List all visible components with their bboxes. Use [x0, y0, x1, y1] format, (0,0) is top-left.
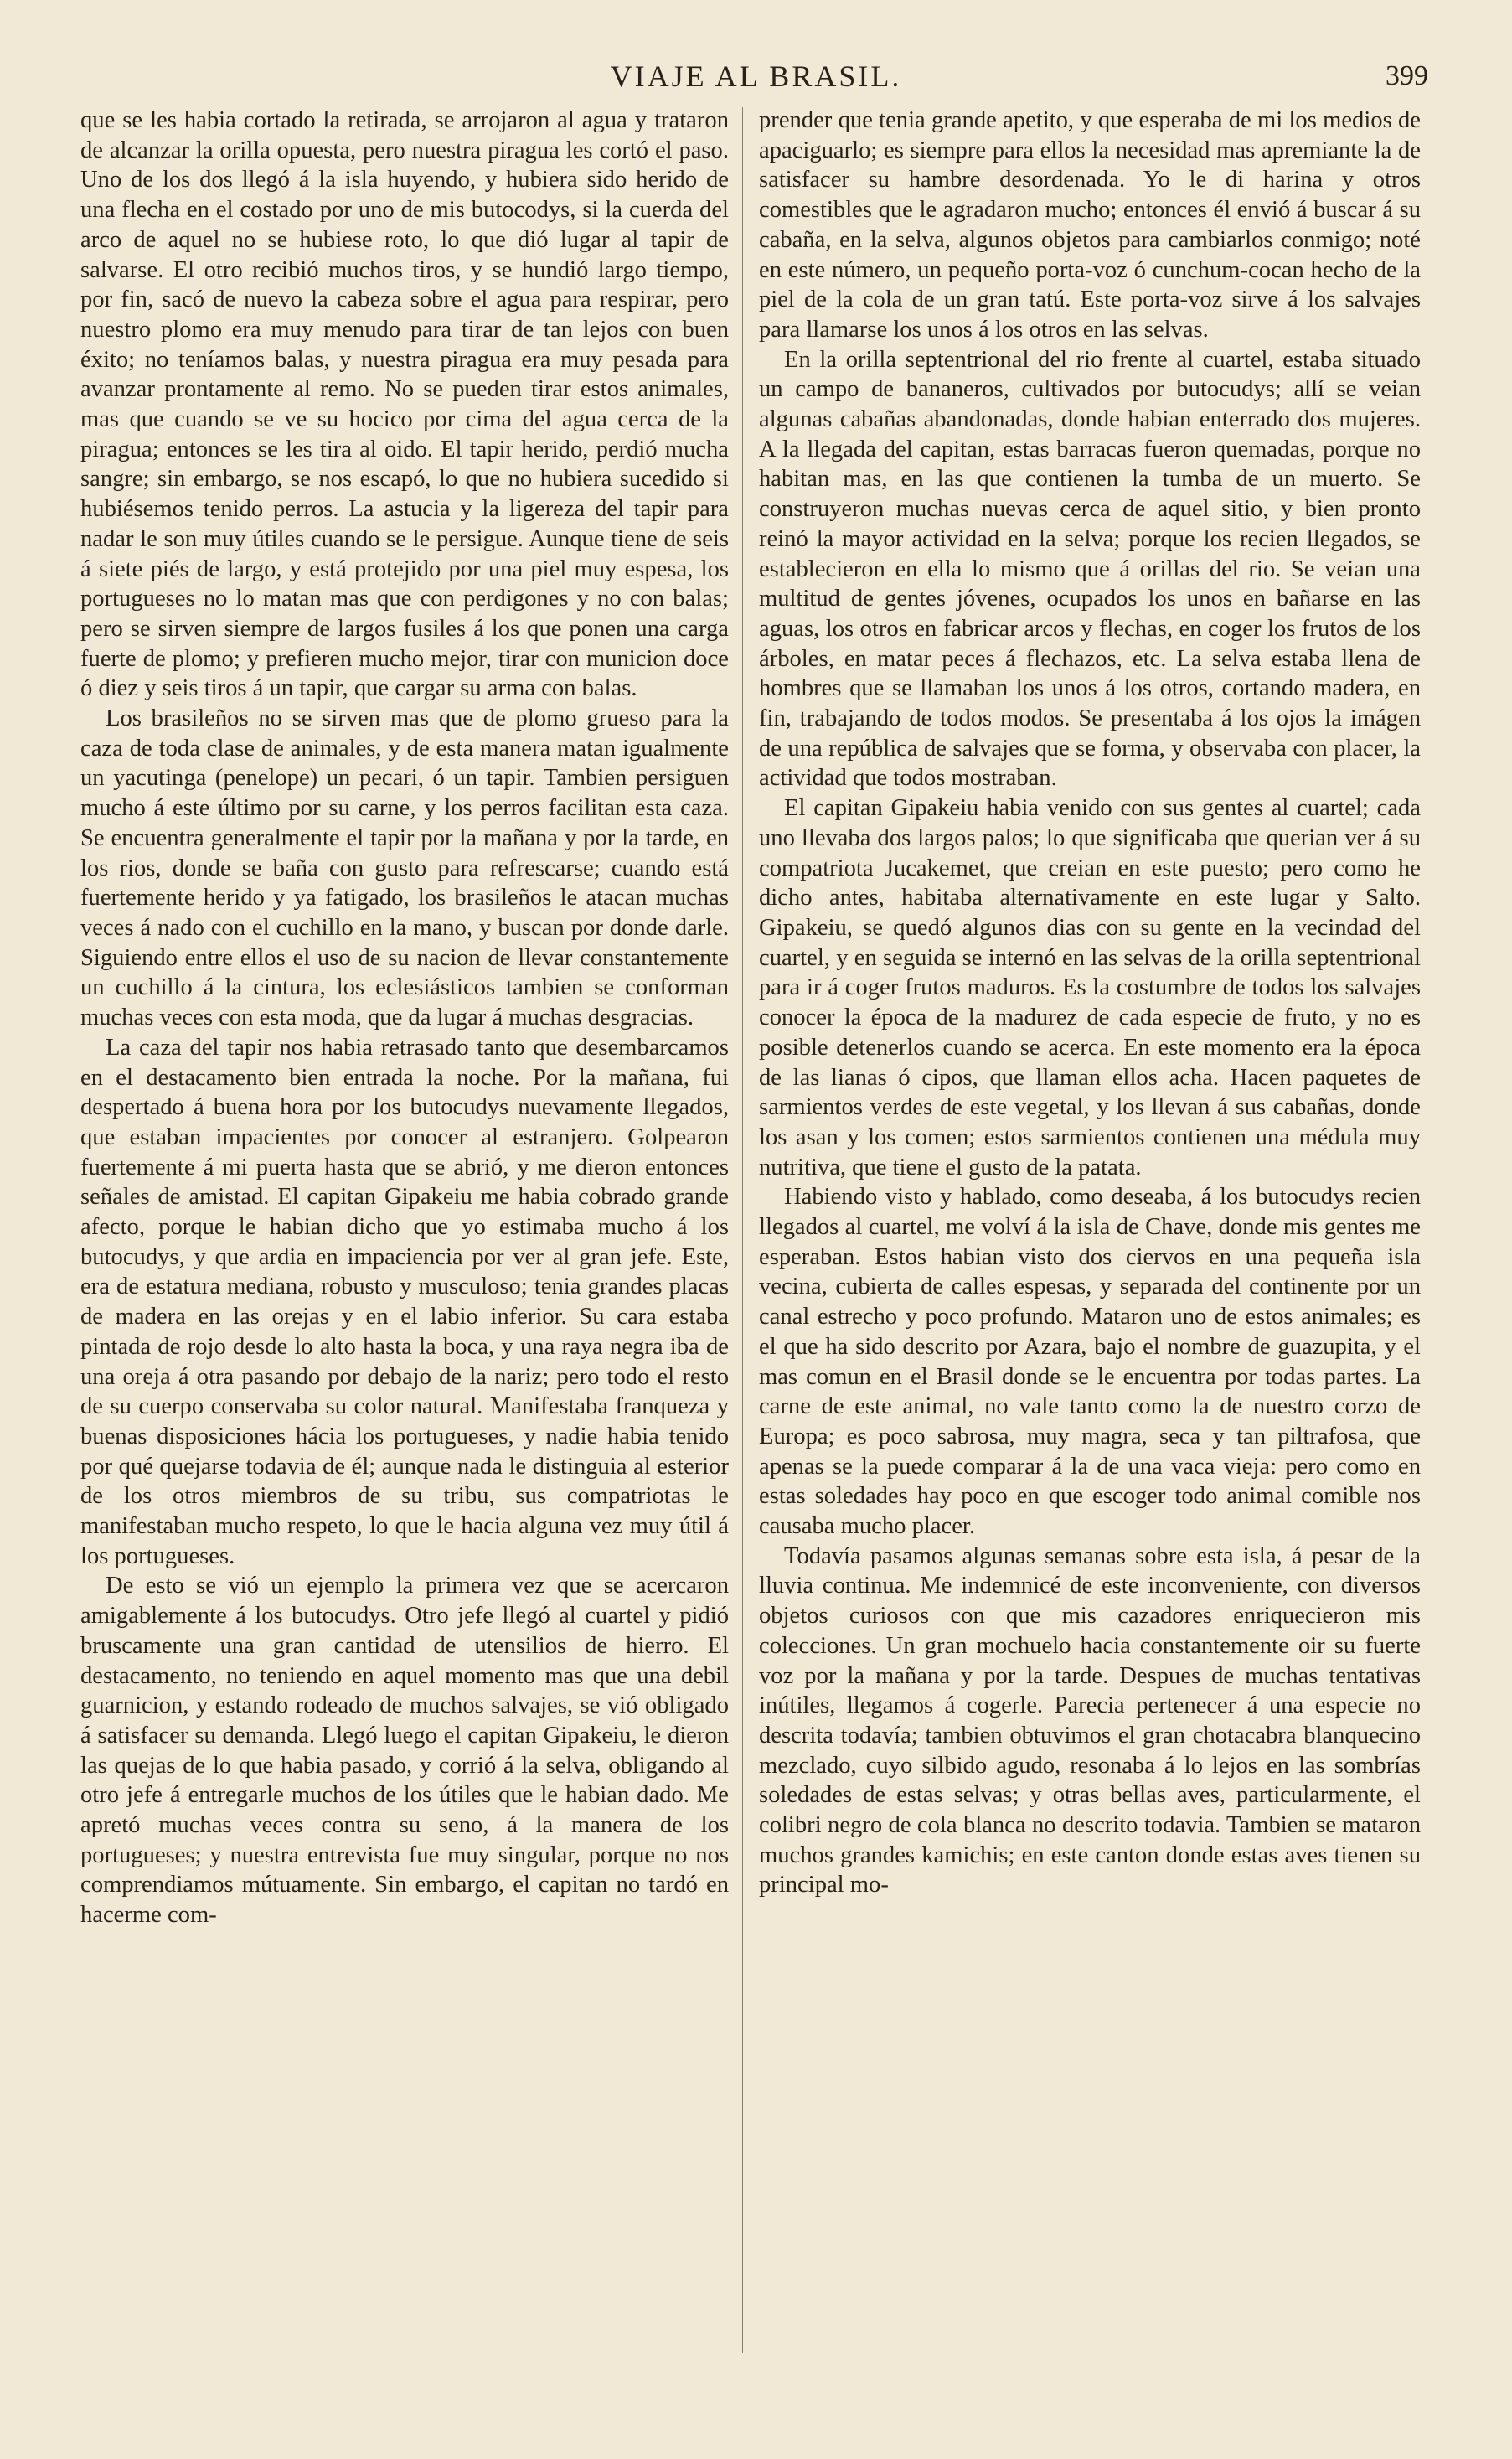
paragraph: El capitan Gipakeiu habia venido con sus gentes al cuartel; cada uno llevaba dos largos palos; lo que significaba que querian ver á su compatriota Jucakemet, que creian en este puesto; pero como he dicho antes, habitaba alternativamente en este lugar y Salto. Gipakeiu, se quedó algunos dias con su gente en la vecindad del cuartel, y en seguida se internó en las selvas de la orilla septentrional para ir á coger frutos maduros. Es la costumbre de todos los salvajes conocer la época de la madurez de cada especie de fruto, y no es posible detenerlos cuando se acerca. En este momento era la época de las lianas ó cipos, que llaman ellos acha. Hacen paquetes de sarmientos verdes de este vegetal, y los llevan á sus cabañas, donde los asan y los comen; estos sarmientos contienen una médula muy nutritiva, que tiene el gusto de la patata.	[759, 795, 1421, 1180]
paragraph: prender que tenia grande apetito, y que esperaba de mi los medios de apaciguarlo; es siempre para ellos la necesidad mas apremiante la de satisfacer su hambre desordenada. Yo le di harina y otros comestibles que le agradaron mucho; entonces él envió á buscar á su cabaña, en la selva, algunos objetos para cambiarlos conmigo; noté en este número, un pequeño porta-voz ó cunchum-cocan hecho de la piel de la cola de un gran tatú. Este porta-voz sirve á los salvajes para llamarse los unos á los otros en las selvas.	[759, 107, 1421, 343]
paragraph: En la orilla septentrional del rio frente al cuartel, estaba situado un campo de bananeros, cultivados por butocudys; allí se veian algunas cabañas abandonadas, donde habian enterrado dos mujeres. A la llegada del capitan, estas barracas fueron quemadas, porque no habitan mas, en las que contienen la tumba de un muerto. Se construyeron muchas nuevas cerca de aquel sitio, y bien pronto reinó la mayor actividad en la selva; porque los recien llegados, se establecieron en ella lo mismo que á orillas del rio. Se veian una multitud de gentes jóvenes, ocupados los unos en bañarse en las aguas, los otros en fabricar arcos y flechas, en coger los frutos de los árboles, en matar peces á flechazos, etc. La selva estaba llena de hombres que se llamaban los unos á los otros, cortando madera, en fin, trabajando de todos modos. Se presentaba á los ojos la imágen de una república de salvajes que se forma, y observaba con placer, la actividad que todos mostraban.	[759, 346, 1421, 792]
paragraph: Todavía pasamos algunas semanas sobre esta isla, á pesar de la lluvia continua. Me indemnicé de este inconveniente, con diversos objetos curiosos con que mis cazadores enriquecieron mis colecciones. Un gran mochuelo hacia constantemente oir su fuerte voz por la mañana y por la tarde. Despues de muchas tentativas inútiles, llegamos á cogerle. Parecia pertenecer á una especie no descrita todavía; tambien obtuvimos el gran chotacabra blanquecino mezclado, cuyo silbido agudo, resonaba á lo lejos en las sombrías soledades de estas selvas; y otras bellas aves, particularmente, el colibri negro de cola blanca no descrito todavia. Tambien se mataron muchos grandes kamichis; en este canton donde estas aves tienen su principal mo-	[759, 1542, 1421, 1898]
page-header	[0, 59, 1512, 101]
left-column	[80, 106, 729, 1930]
running-title: VIAJE AL BRASIL.	[610, 59, 902, 93]
page-number: 399	[1386, 60, 1428, 91]
paragraph: La caza del tapir nos habia retrasado tanto que desembarcamos en el destacamento bien entrada la noche. Por la mañana, fui despertado á buena hora por los butocudys nuevamente llegados, que estaban impacientes por conocer al estranjero. Golpearon fuertemente á mi puerta hasta que se abrió, y me dieron entonces señales de amistad. El capitan Gipakeiu me habia cobrado grande afecto, porque le habian dicho que yo estimaba mucho á los butocudys, y que ardia en impaciencia por ver al gran jefe. Este, era de estatura mediana, robusto y musculoso; tenia grandes placas de madera en las orejas y en el labio inferior. Su cara estaba pintada de rojo desde lo alto hasta la boca, y una raya negra iba de una oreja á otra pasando por debajo de la nariz; pero todo el resto de su cuerpo conservaba su color natural. Manifestaba franqueza y buenas disposiciones hácia los portugueses, y nadie habia tenido por qué quejarse todavia de él; aunque nada le distinguia al esterior de los otros miembros de su tribu, sus compatriotas le manifestaban mucho respeto, lo que le hacia alguna vez muy útil á los portugueses.	[80, 1034, 729, 1569]
paragraph: Habiendo visto y hablado, como deseaba, á los butocudys recien llegados al cuartel, me volví á la isla de Chave, donde mis gentes me esperaban. Estos habian visto dos ciervos en una pequeña isla vecina, cubierta de calles espesas, y separada del continente por un canal estrecho y poco profundo. Mataron uno de estos animales; es el que ha sido descrito por Azara, bajo el nombre de guazupita, y el mas comun en el Brasil donde se le encuentra por todas partes. La carne de este animal, no vale tanto como la de nuestro corzo de Europa; es poco sabrosa, muy magra, seca y tan piltrafosa, que apenas se la puede comparar á la de una vaca vieja: pero como en estas soledades hay poco en que escoger todo animal comible nos causaba mucho placer.	[759, 1184, 1421, 1540]
paragraph: Los brasileños no se sirven mas que de plomo grueso para la caza de toda clase de animales, y de esta manera matan igualmente un yacutinga (penelope) un pecari, ó un tapir. Tambien persiguen mucho á este último por su carne, y los perros facilitan esta caza. Se encuentra generalmente el tapir por la mañana y por la tarde, en los rios, donde se baña con gusto para refrescarse; cuando está fuertemente herido y ya fatigado, los brasileños le atacan muchas veces á nado con el cuchillo en la mano, y buscan por donde darle. Siguiendo entre ellos el uso de su nacion de llevar constantemente un cuchillo á la cintura, los eclesiásticos tambien se conforman muchas veces con esta moda, que da lugar á muchas desgracias.	[80, 705, 729, 1031]
paragraph: De esto se vió un ejemplo la primera vez que se acercaron amigablemente á los butocudys. Otro jefe llegó al cuartel y pidió bruscamente una gran cantidad de utensilios de hierro. El destacamento, no teniendo en aquel momento mas que una debil guarnicion, y estando rodeado de muchos salvajes, se vió obligado á satisfacer su demanda. Llegó luego el capitan Gipakeiu, le dieron las quejas de lo que habia pasado, y corrió á la selva, obligando al otro jefe á entregarle muchos de los útiles que le habian dado. Me apretó muchas veces contra su seno, á la manera de los portugueses; y nuestra entrevista fue muy singular, porque no nos comprendiamos mútuamente. Sin embargo, el capitan no tardó en hacerme com-	[80, 1573, 729, 1929]
column-divider	[742, 107, 743, 2353]
paragraph: que se les habia cortado la retirada, se arrojaron al agua y trataron de alcanzar la orilla opuesta, pero nuestra piragua les cortó el paso. Uno de los dos llegó á la isla huyendo, y hubiera sido herido de una flecha en el costado por uno de mis butocodys, si la cuerda del arco de aquel no se hubiese roto, lo que dió lugar al tapir de salvarse. El otro recibió muchos tiros, y se hundió largo tiempo, por fin, sacó de nuevo la cabeza sobre el agua para respirar, pero nuestro plomo era muy menudo para tirar de tan lejos con buen éxito; no teníamos balas, y nuestra piragua era muy pesada para avanzar prontamente al remo. No se pueden tirar estos animales, mas que cuando se ve su hocico por cima del agua cerca de la piragua; entonces se les tira al oido. El tapir herido, perdió mucha sangre; sin embargo, se nos escapó, lo que no hubiera sucedido si hubiésemos tenido perros. La astucia y la ligereza del tapir para nadar le son muy útiles cuando se le persigue. Aunque tiene de seis á siete piés de largo, y está protejido por una piel muy espesa, los portugueses no lo matan mas que con perdigones y no con balas; pero se sirven siempre de largos fusiles á los que ponen una carga fuerte de plomo; y prefieren mucho mejor, tirar con municion doce ó diez y seis tiros á un tapir, que cargar su arma con balas.	[80, 107, 729, 702]
right-column	[759, 106, 1421, 1900]
